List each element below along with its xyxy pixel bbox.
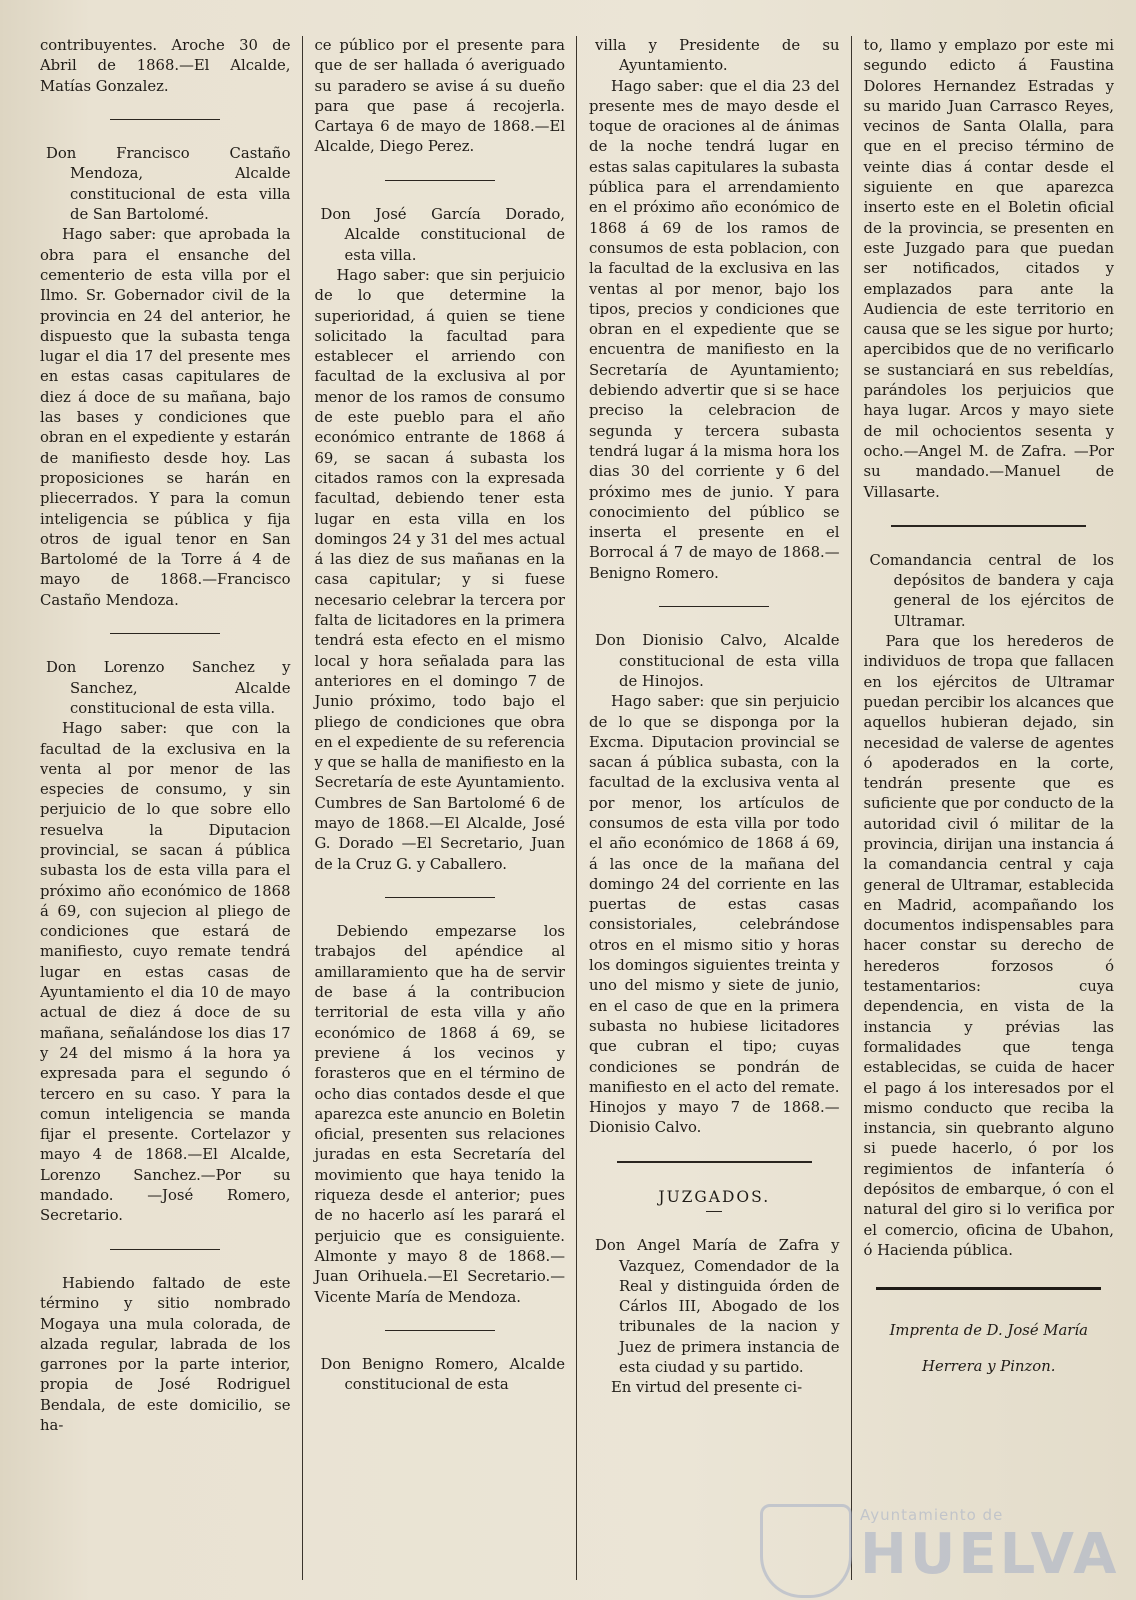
separator-rule — [385, 1330, 495, 1331]
separator-rule — [891, 525, 1086, 527]
article-text: contribuyentes. Aroche 30 de Abril de 1868.—El Alcalde, Matías Gonzalez. — [40, 37, 291, 95]
article-text: Para que los herederos de individuos de tropa que fallacen en los ejércitos de Ultramar puedan percibir los alcances que aquellos hubieran dejado, sin necesidad de valerse de agentes ó apoderados en la corte, tendrán presente que es suficiente que por conducto de la autoridad civil ó militar de la provincia, dirijan una instancia á la comandancia central y caja general de Ultramar, establecida en Madrid, acompañando los documentos indispensables para hacer constar su derecho de herederos forzosos ó testamentarios: cuya dependencia, en vista de la instancia y prévias las formalidades que tenga establecidas, se cuida de hacer el pago á los interesados por el mismo conducto que reciba la instancia, sin quebranto alguno si puede hacerlo, ó por los regimientos de infantería ó depósitos de embarque, ó con el natural del giro si lo verifica por el comercio, oficina de Ubahon, ó Hacienda pública. — [863, 633, 1114, 1259]
article-text: Hago saber: que el dia 23 del presente mes de mayo desde el toque de oraciones al de ánimas de la noche tendrá lugar en estas salas capitulares la subasta pública para el arrendamiento en el próximo año económico de 1868 á 69 de los ramos de consumos de esta poblacion, con la facultad de la exclusiva en las ventas al por menor, bajo los tipos, precios y condiciones que obran en el expediente que se encuentra de manifiesto en la Secretaría de Ayuntamiento; debiendo advertir que si se hace preciso la celebracion de segunda y tercera subasta tendrá lugar á la misma hora los dias 30 del corriente y 6 del próximo mes de junio. Y para conocimiento del público se inserta el presente en el Borrocal á 7 de mayo de 1868.—Benigno Romero. — [589, 77, 840, 582]
separator-rule — [110, 1249, 220, 1250]
article-text: to, llamo y emplazo por este mi segundo edicto á Faustina Dolores Hernandez Estradas y su marido Juan Carrasco Reyes, vecinos de Santa Olalla, para que en el preciso término de veinte dias á contar desde el siguiente en que aparezca inserto este en el Boletin oficial de la provincia, se presenten en este Juzgado para que puedan ser notificados, citados y emplazados para ante la Audiencia de este territorio en causa que se les sigue por hurto; apercibidos que de no verificarlo se sustanciará en sus rebeldías, parándoles los perjuicios que haya lugar. Arcos y mayo siete de mil ochocientos sesenta y ocho.—Angel M. de Zafra. —Por su mandado.—Manuel de Villasarte. — [863, 37, 1114, 501]
separator-rule — [617, 1161, 812, 1163]
column-3 — [577, 36, 852, 1580]
watermark-big-text: HUELVA — [860, 1522, 1120, 1587]
separator-rule — [659, 606, 769, 607]
watermark-small-text: Ayuntamiento de — [860, 1506, 1004, 1524]
column-4 — [852, 36, 1115, 1580]
section-title: JUZGADOS. — [658, 1187, 771, 1206]
article-heading: Don Angel María de Zafra y Vazquez, Comendador de la Real y distinguida órden de Cárlos III, Abogado de los tribunales de la nacion y Juez de primera instancia de esta ciudad y su partido. — [595, 1237, 840, 1376]
article-heading: Don Lorenzo Sanchez y Sanchez, Alcalde constitucional de esta villa. — [46, 659, 291, 717]
separator-rule — [110, 633, 220, 634]
article-heading: Don Francisco Castaño Mendoza, Alcalde constitucional de esta villa de San Bartolomé. — [46, 145, 291, 224]
separator-rule — [385, 897, 495, 898]
article-heading: Comandancia central de los depósitos de bandera y caja general de los ejércitos de Ultramar. — [869, 551, 1114, 630]
article-text: Debiendo empezarse los trabajos del apéndice al amillaramiento que ha de servir de base á la contribucion territorial de esta villa y año económico de 1868 á 69, se previene á los vecinos y forasteros que en el término de ocho dias contados desde el que aparezca este anuncio en Boletin oficial, presenten sus relaciones juradas en esta Secretaría del movimiento que haya tenido la riqueza desde el anterior; pues de no hacerlo así les parará el perjuicio que es consiguiente. Almonte y mayo 8 de 1868.—Juan Orihuela.—El Secretario.—Vicente María de Mendoza. — [314, 923, 565, 1306]
imprint-line: Imprenta de D. José María — [889, 1322, 1088, 1340]
imprint-line: Herrera y Pinzon. — [922, 1358, 1056, 1376]
column-2 — [303, 36, 578, 1580]
separator-rule — [876, 1287, 1101, 1290]
article-text: Hago saber: que aprobada la obra para el ensanche del cementerio de esta villa por el Ilmo. Sr. Gobernador civil de la provincia en 24 del anterior, he dispuesto que la subasta tenga lugar el dia 17 del presente mes en estas casas capitulares de diez á doce de su mañana, bajo las bases y condiciones que obran en el expediente y estarán de manifiesto desde hoy. Las proposiciones se harán en pliecerrados. Y para la comun inteligencia se pública y fija otros de igual tenor en San Bartolomé de la Torre á 4 de mayo de 1868.—Francisco Castaño Mendoza. — [40, 226, 291, 609]
article-text: Hago saber: que sin perjuicio de lo que determine la superioridad, á quien se tiene solicitado la facultad para establecer el arriendo con facultad de la exclusiva al por menor de los ramos de consumo de este pueblo para el año económico entrante de 1868 á 69, se sacan á subasta los citados ramos con la expresada facultad, debiendo tener esta lugar en esta villa en los domingos 24 y 31 del mes actual á las diez de sus mañanas en la casa capitular; y si fuese necesario celebrar la tercera por falta de licitadores en la primera tendrá esta efecto en el mismo local y hora señalada para las anteriores en el domingo 7 de Junio próximo, todo bajo el pliego de condiciones que obra en el expediente de su referencia y que se halla de manifiesto en la Secretaría de este Ayuntamiento. Cumbres de San Bartolomé 6 de mayo de 1868.—El Alcalde, José G. Dorado —El Secretario, Juan de la Cruz G. y Caballero. — [314, 266, 565, 873]
article-heading: villa y Presidente de su Ayuntamiento. — [595, 37, 840, 75]
column-1 — [40, 36, 303, 1580]
separator-rule — [110, 119, 220, 120]
article-text: Hago saber: que sin perjuicio de lo que se disponga por la Excma. Diputacion provincial se sacan á pública subasta, con la facultad de la exclusiva venta al por menor, los artículos de consumos de esta villa por todo el año económico de 1868 á 69, á las once de la mañana del domingo 24 del corriente en las puertas de estas casas consistoriales, celebrándose otros en el mismo sitio y horas los domingos siguientes treinta y uno del mismo y siete de junio, en el caso de que en la primera subasta no hubiese licitadores que cubran el tipo; cuyas condiciones se pondrán de manifiesto en el acto del remate. Hinojos y mayo 7 de 1868.—Dionisio Calvo. — [589, 693, 840, 1137]
article-text: Habiendo faltado de este término y sitio nombrado Mogaya una mula colorada, de alzada regular, labrada de los garrones por la parte interior, propia de José Rodriguel Bendala, de este domicilio, se ha- — [40, 1274, 291, 1434]
article-heading: Don Benigno Romero, Alcalde constitucional de esta — [320, 1356, 565, 1394]
article-text: En virtud del presente ci- — [611, 1379, 803, 1397]
article-heading: Don José García Dorado, Alcalde constitucional de esta villa. — [320, 206, 565, 264]
columns — [40, 36, 1114, 1580]
article-text: ce público por el presente para que de ser hallada ó averiguado su paradero se avise á su dueño para que pase á recojerla. Cartaya 6 de mayo de 1868.—El Alcalde, Diego Perez. — [314, 37, 565, 156]
section-dash — [706, 1211, 722, 1212]
article-heading: Don Dionisio Calvo, Alcalde constitucional de esta villa de Hinojos. — [595, 632, 840, 690]
article-text: Hago saber: que con la facultad de la exclusiva en la venta al por menor de las especies de consumo, y sin perjuicio de lo que sobre ello resuelva la Diputacion provincial, se sacan á pública subasta los de esta villa para el próximo año económico de 1868 á 69, con sujecion al pliego de condiciones que estará de manifiesto, cuyo remate tendrá lugar en estas casas de Ayuntamiento el dia 10 de mayo actual de diez á doce de su mañana, señalándose los dias 17 y 24 del mismo á la hora ya expresada para el segundo ó tercero en su caso. Y para la comun inteligencia se manda fijar el presente. Cortelazor y mayo 4 de 1868.—El Alcalde, Lorenzo Sanchez.—Por su mandado. —José Romero, Secretario. — [40, 720, 291, 1225]
separator-rule — [385, 180, 495, 181]
